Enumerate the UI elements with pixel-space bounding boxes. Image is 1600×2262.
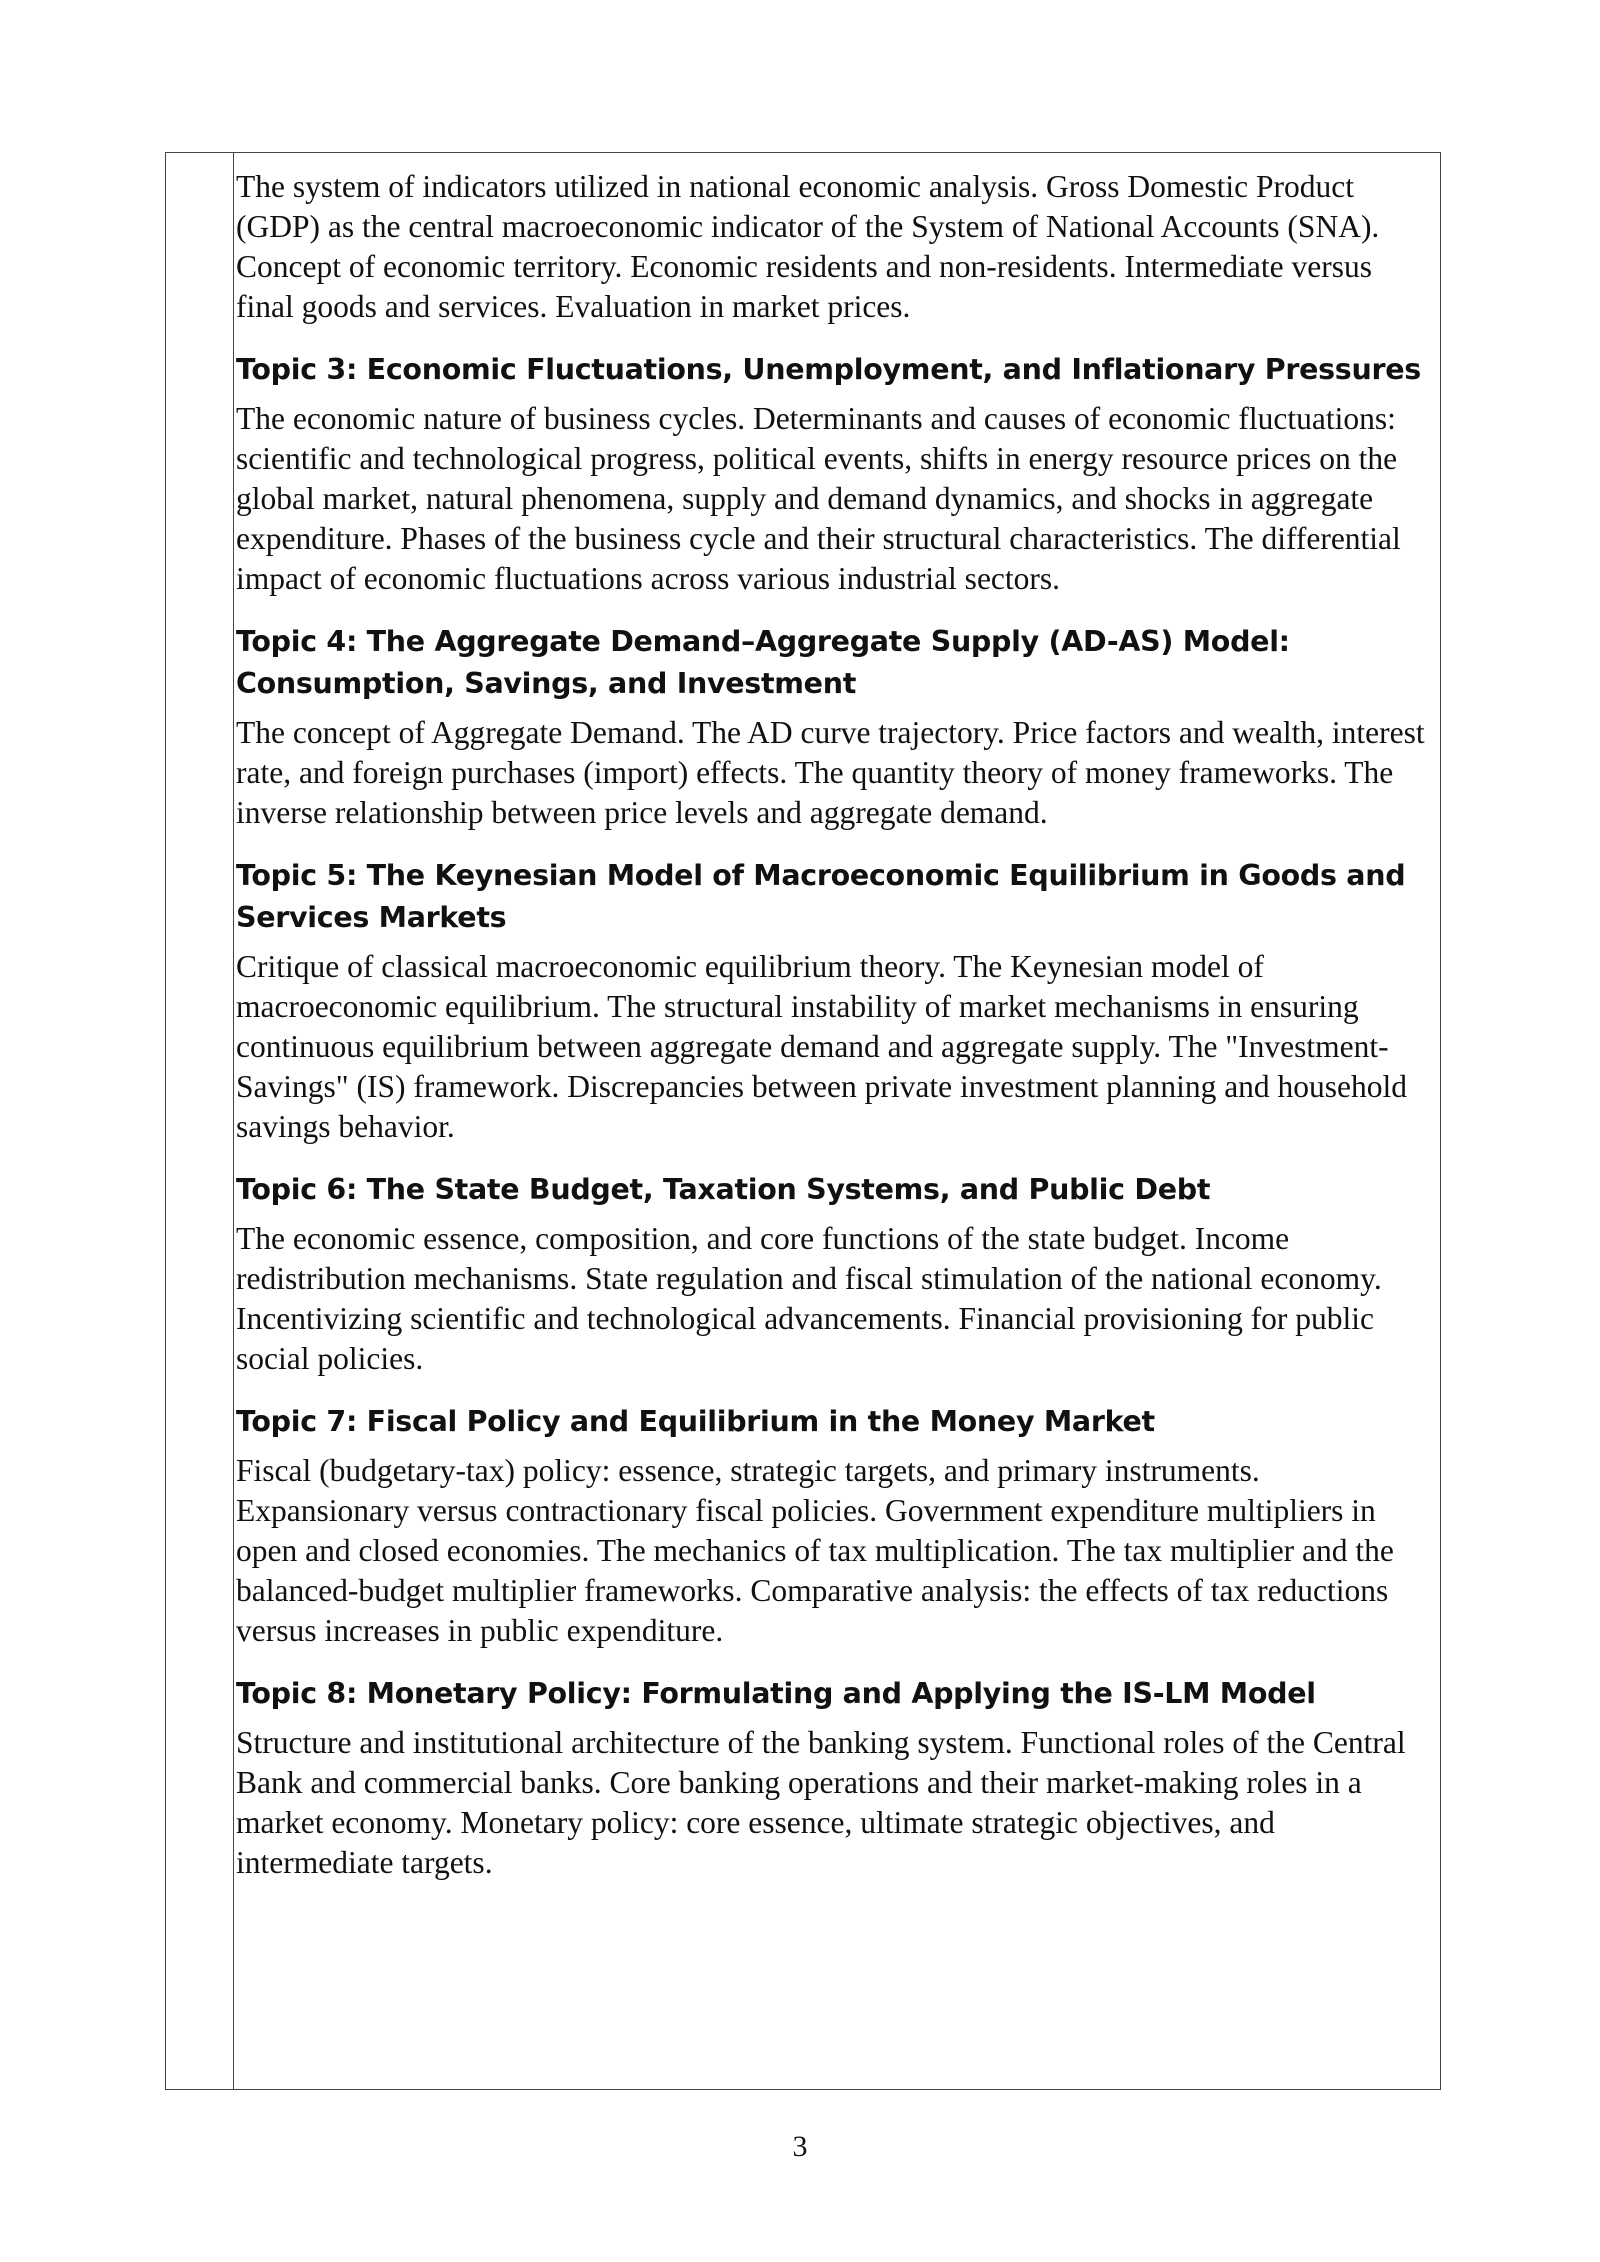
- syllabus-table: [165, 152, 1441, 2090]
- topic-3-heading: Topic 3: Economic Fluctuations, Unemployment, and Inflationary Pressures: [236, 353, 1421, 386]
- page-number: 3: [792, 2130, 808, 2163]
- topic-4-body: The concept of Aggregate Demand. The AD curve trajectory. Price factors and wealth, interest rate, and foreign purchases (import) effects. The quantity theory of money frameworks. The inverse relationship between price levels and aggregate demand.: [236, 715, 1425, 830]
- intro-paragraph: The system of indicators utilized in national economic analysis. Gross Domestic Product (GDP) as the central macroeconomic indicator of the System of National Accounts (SNA). Concept of economic territory. Economic residents and non-residents. Intermediate versus final goods and services. Evaluation in market prices.: [236, 169, 1380, 324]
- table-left-cell: [166, 153, 234, 2089]
- topic-8-body: Structure and institutional architecture of the banking system. Functional roles of the Central Bank and commercial banks. Core banking operations and their market-making roles in a market economy. Monetary policy: core essence, ultimate strategic objectives, and intermediate targets.: [236, 1725, 1406, 1880]
- topic-7-body: Fiscal (budgetary-tax) policy: essence, strategic targets, and primary instruments. Expansionary versus contractionary fiscal policies. Government expenditure multipliers in open and closed economies. The mechanics of tax multiplication. The tax multiplier and the balanced-budget multiplier frameworks. Comparative analysis: the effects of tax reductions versus increases in public expenditure.: [236, 1453, 1394, 1648]
- table-content-cell: [234, 153, 1440, 2089]
- topic-3-body: The economic nature of business cycles. Determinants and causes of economic fluctuations: scientific and technological progress, political events, shifts in energy resource prices on the global market, natural phenomena, supply and demand dynamics, and shocks in aggregate expenditure. Phases of the business cycle and their structural characteristics. The differential impact of economic fluctuations across various industrial sectors.: [236, 401, 1401, 596]
- topic-5-heading: Topic 5: The Keynesian Model of Macroeconomic Equilibrium in Goods and Services Markets: [236, 859, 1406, 934]
- topic-5-body: Critique of classical macroeconomic equilibrium theory. The Keynesian model of macroeconomic equilibrium. The structural instability of market mechanisms in ensuring continuous equilibrium between aggregate demand and aggregate supply. The "Investment-Savings" (IS) framework. Discrepancies between private investment planning and household savings behavior.: [236, 949, 1408, 1144]
- topic-6-heading: Topic 6: The State Budget, Taxation Systems, and Public Debt: [236, 1173, 1211, 1206]
- topic-8-heading: Topic 8: Monetary Policy: Formulating and Applying the IS-LM Model: [236, 1677, 1316, 1710]
- topic-7-heading: Topic 7: Fiscal Policy and Equilibrium in the Money Market: [236, 1405, 1155, 1438]
- topic-6-body: The economic essence, composition, and core functions of the state budget. Income redistribution mechanisms. State regulation and fiscal stimulation of the national economy. Incentivizing scientific and technological advancements. Financial provisioning for public social policies.: [236, 1221, 1382, 1376]
- topic-4-heading: Topic 4: The Aggregate Demand–Aggregate Supply (AD-AS) Model: Consumption, Savings, and Investment: [236, 625, 1290, 700]
